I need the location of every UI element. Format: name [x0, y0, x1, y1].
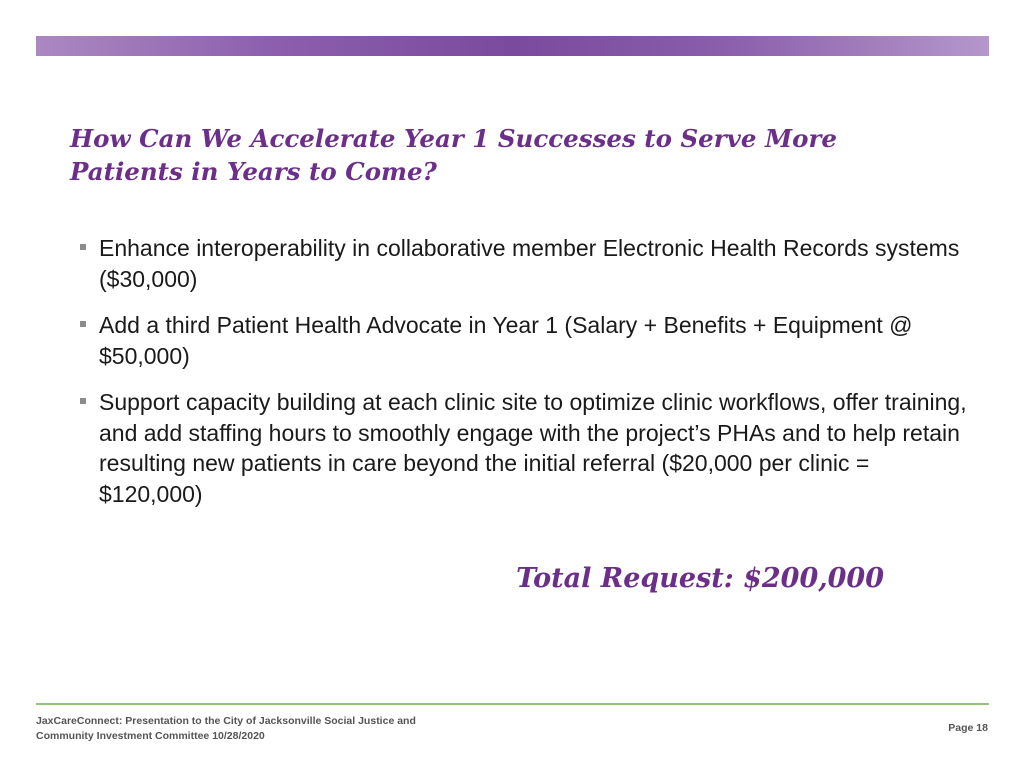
bullet-list	[78, 233, 968, 525]
bullet-text: Add a third Patient Health Advocate in Year 1 (Salary + Benefits + Equipment @ $50,000)	[99, 312, 913, 369]
bullet-text: Support capacity building at each clinic site to optimize clinic workflows, offer training, and add staffing hours to smoothly engage with the project’s PHAs and to help retain resulting new patients in care beyond the initial referral ($20,000 per clinic = $120,000)	[99, 389, 967, 507]
header-color-band	[36, 36, 989, 56]
total-request: Total Request: $200,000	[516, 563, 884, 594]
square-bullet-icon	[80, 321, 86, 327]
square-bullet-icon	[80, 244, 86, 250]
square-bullet-icon	[80, 398, 86, 404]
footer-line-1: JaxCareConnect: Presentation to the City of Jacksonville Social Justice and	[36, 715, 416, 727]
page-number: Page 18	[948, 722, 988, 734]
slide-title: How Can We Accelerate Year 1 Successes to Serve More Patients in Years to Come?	[70, 124, 837, 186]
footer-divider	[36, 703, 989, 705]
bullet-item	[78, 233, 968, 294]
bullet-text: Enhance interoperability in collaborative member Electronic Health Records systems ($30,000)	[99, 235, 960, 292]
bullet-item	[78, 387, 968, 509]
bullet-item	[78, 310, 968, 371]
footer-caption	[36, 714, 476, 744]
footer-line-2: Community Investment Committee 10/28/2020	[36, 730, 265, 742]
